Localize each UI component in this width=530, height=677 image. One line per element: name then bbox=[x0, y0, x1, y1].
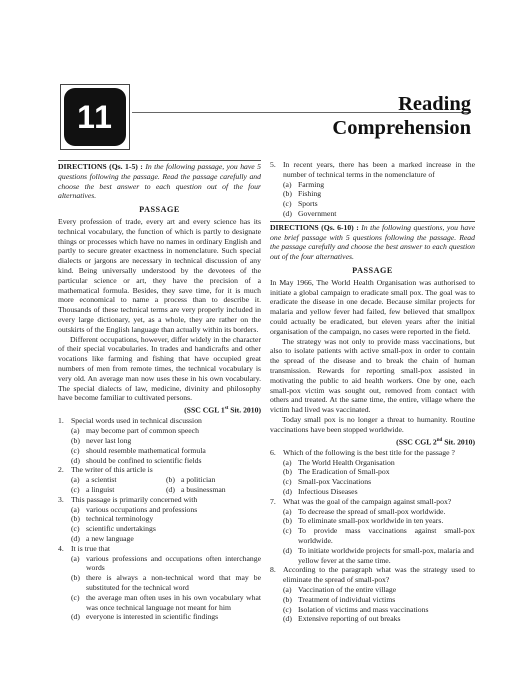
directions-rule bbox=[270, 221, 475, 222]
option: (c) the average man often uses in his own vocabulary what was once technical language not meant for him bbox=[71, 592, 261, 612]
option: (b) there is always a non-technical word that may be substituted for the technical word bbox=[71, 573, 261, 593]
option: (d) Infectious Diseases bbox=[283, 487, 358, 497]
question-1 bbox=[58, 416, 261, 426]
question-text: In recent years, there has been a marked increase in the number of technical terms in the nomenclature of bbox=[283, 160, 475, 179]
directions-6-10: DIRECTIONS (Qs. 6-10) : In the following questions, you have one brief passage with 5 questions following the passage. Read the passage carefully and choose the best answer to each question out of the four alternatives. bbox=[270, 222, 475, 262]
directions-rule bbox=[58, 160, 261, 161]
option: (c) Isolation of victims and mass vaccinations bbox=[283, 604, 429, 614]
question-2 bbox=[58, 465, 261, 475]
question-5 bbox=[270, 160, 475, 180]
option: (c) Small-pox Vaccinations bbox=[283, 477, 372, 487]
source-citation: (SSC CGL 1st Sit. 2010) bbox=[184, 405, 261, 415]
option: (a) To decrease the spread of small-pox worldwide. bbox=[283, 506, 446, 516]
chapter-title-line-1: Reading bbox=[398, 93, 471, 115]
passage-heading: PASSAGE bbox=[352, 265, 393, 275]
question-number: 7. bbox=[270, 496, 276, 506]
option: (c) scientific undertakings bbox=[71, 524, 156, 534]
option: (a) various occupations and professions bbox=[71, 504, 198, 514]
option: (d) a new language bbox=[71, 534, 134, 544]
option: (b) technical terminology bbox=[71, 514, 154, 524]
passage-paragraph: Every profession of trade, every art and every science has its technical vocabulary, the function of which is partly to designate things or processes which have no names in ordinary English and partly to secure greater exactness in nomenclature. Such special dialects or jargons are necessary in technical discussion of any kind. Being universally understood by the devotees of the particular science or art, they have the precision of a mathematical formula. Besides, they save time, for it is much more economical to name a process than to describe it. Thousands of these technical terms are very properly included in every large dictionary, yet, as a whole, they are rather on the outskirts of the English language than actually within its borders. bbox=[58, 216, 261, 334]
option: (d) Government bbox=[283, 208, 337, 218]
question-number: 2. bbox=[58, 465, 64, 475]
question-text: It is true that bbox=[71, 543, 111, 553]
option: (d) Extensive reporting of out breaks bbox=[283, 614, 401, 624]
question-text: According to the paragraph what was the strategy used to eliminate the spread of small-pox? bbox=[283, 565, 475, 585]
option: (c) a linguist bbox=[71, 485, 115, 495]
question-text: The writer of this article is bbox=[71, 465, 153, 475]
option: (c) Sports bbox=[283, 199, 318, 209]
chapter-title bbox=[291, 92, 471, 140]
question-number: 3. bbox=[58, 494, 64, 504]
option: (a) may become part of common speech bbox=[71, 426, 199, 436]
option: (b) To eliminate small-pox worldwide in ten years. bbox=[283, 516, 444, 526]
option: (d) everyone is interested in scientific findings bbox=[71, 612, 219, 622]
passage-heading: PASSAGE bbox=[139, 205, 180, 215]
option: (c) should resemble mathematical formula bbox=[71, 445, 206, 455]
option: (a) Farming bbox=[283, 179, 325, 189]
option: (a) Vaccination of the entire village bbox=[283, 585, 397, 595]
option: (b) The Eradication of Small-pox bbox=[283, 467, 390, 477]
question-8 bbox=[270, 565, 475, 585]
option: (c) To provide mass vaccinations against small-pox worldwide. bbox=[283, 526, 475, 546]
question-number: 4. bbox=[58, 543, 64, 553]
question-text: Which of the following is the best title for the passage ? bbox=[283, 447, 455, 457]
question-text: What was the goal of the campaign against small-pox? bbox=[283, 496, 452, 506]
question-6 bbox=[270, 448, 475, 458]
question-7 bbox=[270, 497, 475, 507]
passage-paragraph: The strategy was not only to provide mass vaccinations, but also to isolate patients with active small-pox in order to contain the spread of the disease and to break the chain of human transmission. Rewards for reporting small-pox assisted in motivating the public to aid health workers. One by one, each small-pox victim was sought out, removed from contact with others and treated. At the same time, the entire, village where the victim had lived was vaccinated. bbox=[270, 336, 475, 415]
passage-paragraph: Different occupations, however, differ widely in the character of their special vocabularies. In trades and handicrafts and other vocations like farming and fishing that have occupied great numbers of men from remote times, the technical vocabulary is very old. An average man now uses these in his own vocabulary. The special dialects of law, medicine, divinity and philosophy have become familiar to cultivated persons. bbox=[58, 334, 261, 403]
question-number: 8. bbox=[270, 565, 276, 575]
question-text: Special words used in technical discussion bbox=[71, 416, 202, 426]
option-row bbox=[58, 485, 261, 495]
chapter-number-badge bbox=[60, 84, 130, 150]
option: (a) The World Health Organisation bbox=[283, 457, 395, 467]
source-citation: (SSC CGL 2nd Sit. 2010) bbox=[396, 437, 475, 447]
option: (a) various professions and occupations often interchange words bbox=[71, 553, 261, 573]
passage-paragraph: Today small pox is no longer a threat to humanity. Routine vaccinations have been stopped worldwide. bbox=[270, 414, 475, 434]
chapter-number: 11 bbox=[64, 88, 126, 146]
passage-paragraph: In May 1966, The World Health Organisation was authorised to initiate a global campaign to eradicate small pox. The goal was to eradicate the disease in one decade. Because similar projects for malaria and yellow fever had failed, few believed that smallpox could actually be eradicated, but eleven years after the initial organisation of the campaign, no cases were reported in the field. bbox=[270, 277, 475, 336]
question-text: This passage is primarily concerned with bbox=[71, 494, 198, 504]
option: (d) should be confined to scientific fields bbox=[71, 455, 202, 465]
option: (b) Fishing bbox=[283, 189, 322, 199]
question-number: 1. bbox=[58, 416, 64, 426]
option: (b) Treatment of individual victims bbox=[283, 594, 396, 604]
option: (a) a scientist bbox=[71, 475, 117, 485]
chapter-title-line-2: Comprehension bbox=[332, 117, 471, 139]
left-column bbox=[58, 160, 261, 622]
question-4 bbox=[58, 544, 261, 554]
option: (b) never last long bbox=[71, 436, 132, 446]
question-number: 5. bbox=[270, 160, 276, 169]
option: (d) a businessman bbox=[166, 485, 226, 495]
question-3 bbox=[58, 495, 261, 505]
option-row bbox=[58, 475, 261, 485]
question-number: 6. bbox=[270, 447, 276, 457]
directions-1-5: DIRECTIONS (Qs. 1-5) : In the following passage, you have 5 questions following the passage. Read the passage carefully and choose the best answer to each question out of the four alternatives. bbox=[58, 162, 261, 201]
option: (b) a politician bbox=[166, 475, 216, 485]
option: (d) To initiate worldwide projects for small-pox, malaria and yellow fever at the same time. bbox=[283, 545, 474, 565]
right-column bbox=[270, 160, 475, 624]
